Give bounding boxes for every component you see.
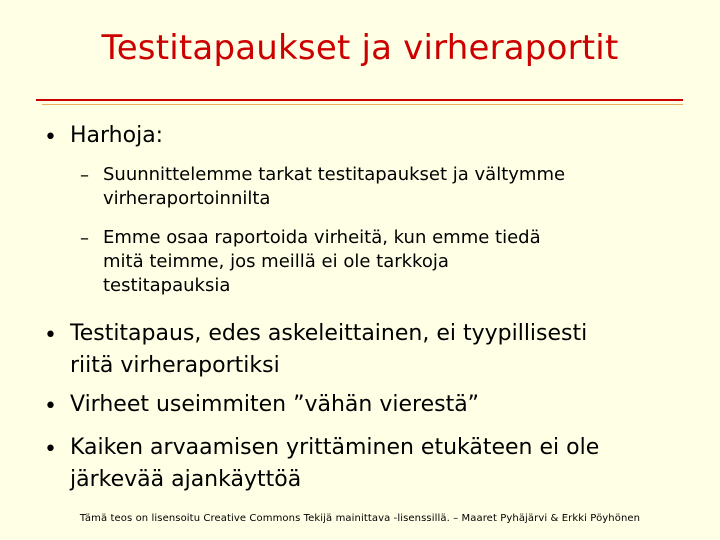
bullet-1-line-1: Harhoja: xyxy=(70,123,164,148)
slide-title: Testitapaukset ja virheraportit xyxy=(101,28,619,68)
subbullet-marker: – xyxy=(80,228,89,249)
bullet-2-line-2: riitä virheraportiksi xyxy=(70,353,280,378)
bullet-4-line-1: Kaiken arvaamisen yrittäminen etukäteen ei ole xyxy=(70,435,600,460)
bullet-marker: • xyxy=(44,394,57,419)
bullet-4-line-2: järkevää ajankäyttöä xyxy=(70,467,302,492)
subitem-2-line-3: testitapauksia xyxy=(103,275,231,296)
subitem-1-line-1: Suunnittelemme tarkat testitapaukset ja vältymme xyxy=(103,164,566,185)
subbullet-marker: – xyxy=(80,165,89,186)
license-footer: Tämä teos on lisensoitu Creative Commons Tekijä mainittava -lisenssillä. – Maaret Pyhäjärvi & Erkki Pöyhönen xyxy=(79,513,641,524)
bullet-marker: • xyxy=(44,125,57,150)
subitem-2-line-1: Emme osaa raportoida virheitä, kun emme tiedä xyxy=(103,227,541,248)
bullet-2-line-1: Testitapaus, edes askeleittainen, ei tyypillisesti xyxy=(70,321,588,346)
bullet-marker: • xyxy=(44,437,57,462)
bullet-3-line-1: Virheet useimmiten ”vähän vierestä” xyxy=(70,392,480,417)
bullet-marker: • xyxy=(44,323,57,348)
subitem-1-line-2: virheraportoinnilta xyxy=(103,188,271,209)
subitem-2-line-2: mitä teimme, jos meillä ei ole tarkkoja xyxy=(103,251,449,272)
